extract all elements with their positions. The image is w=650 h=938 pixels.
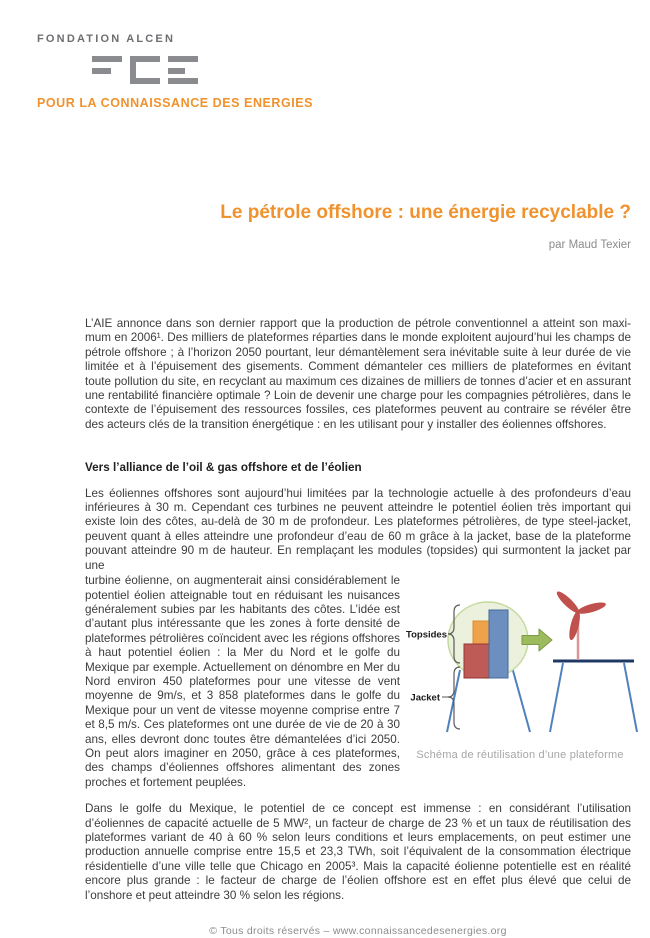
article <box>85 0 631 938</box>
figure-caption: Schéma de réutilisation d’une plateforme <box>416 748 624 761</box>
jacket-label: Jacket <box>410 692 440 704</box>
byline: par Maud Texier <box>548 239 631 251</box>
foundation-tagline: POUR LA CONNAISSANCE DES ENERGIES <box>37 96 314 110</box>
body-paragraph-final: Dans le golfe du Mexique, le potentiel de ce concept est immense : en considérant l’utilisation d’éoliennes de capacité actuelle de 5 MW², un facteur de charge de 23 % et un taux de réutilisation des plateformes variant de 40 à 60 % selon leurs conditions et leurs emplacements, on peut estimer une production annuelle comprise entre 15,5 et 23,3 TWh, soit l’équivalent de la consommation électrique résidentielle d’une ville telle que Chicago en 2005³. Mais la capacité éolienne potentielle est en réalité encore plus grande : le facteur de charge de l’éolien offshore est en effet plus élevé que celui de l’onshore et peut atteindre 30 % selon les régions. <box>85 802 631 902</box>
body-paragraph-full: Les éoliennes offshores sont aujourd’hui limitées par la technologie actuelle à des profondeurs d’eau inférieures à 30 m. Cependant ces turbines ne peuvent atteindre le potentiel éolien très important qui existe loin des côtes, au-delà de 30 m de profondeur. Les plateformes pétrolières, de type steel-jacket, peuvent quant à elles atteindre une profondeur d’eau de 60 m grâce à la jacket, base de la plateforme pouvant atteindre 90 m de hauteur. En remplaçant les modules (topsides) qui surmontent la jacket par une <box>85 486 631 572</box>
section-heading: Vers l’alliance de l’oil & gas offshore et de l’éolien <box>85 461 362 475</box>
topsides-label: Topsides <box>406 629 447 641</box>
platform-diagram <box>400 574 640 742</box>
body-paragraph-wrapped: turbine éolienne, on augmenterait ainsi considérablement le potentiel éolien atteignable tout en réduisant les nuisances généralement subies par les habitants des côtes. L’idée est d’autant plus intéressante que les zones à forte densité de plateformes pétrolières coïncident avec les régions offshores à haut potentiel éolien : la Mer du Nord et le golfe du Mexique par exemple. Actuellement on dénombre en Mer du Nord environ 450 plateformes pour une vitesse de vent moyenne de 9m/s, et 3 858 plateformes dans le golfe du Mexique pour un vent de vitesse moyenne comprise entre 7 et 8,5 m/s. Ces plateformes ont une durée de vie de 20 à 30 ans, elles devront donc toutes être démantelées d’ici 2050. On peut alors imaginer en 2050, grâce à ces plateformes, des champs d’éoliennes offshores alimentant des zones proches et fortement peuplées. <box>85 574 400 789</box>
text-figure-row <box>85 574 641 790</box>
page-title: Le pétrole offshore : une énergie recyclable ? <box>220 202 631 223</box>
foundation-name: FONDATION ALCEN <box>37 33 176 45</box>
platform-reuse-figure <box>400 574 640 761</box>
wind-turbine-icon <box>550 589 637 732</box>
footer-copyright: © Tous droits réservés – www.connaissancedesenergies.org <box>209 925 507 938</box>
intro-paragraph: L’AIE annonce dans son dernier rapport que la production de pétrole conventionnel a atteint son maximum en 2006¹. Des milliers de plateformes réparties dans le monde exploitent aujourd’hui les champs de pétrole offshore ; à l’horizon 2050 pourtant, leur démantèlement sera inévitable suite à leur durée de vie limitée et à l’épuisement des gisements. Comment démanteler ces milliers de plateformes en évitant toute pollution du site, en recyclant au maximum ces dizaines de milliers de tonnes d’acier et en assurant une rentabilité financière optimale ? Loin de devenir une charge pour les compagnies pétrolières, dans le contexte de l’épuisement des ressources fossiles, ces plateformes peuvent au contraire se révéler être des acteurs clés de la transition énergétique : en les utilisant pour y installer des éoliennes offshores. <box>85 317 631 431</box>
